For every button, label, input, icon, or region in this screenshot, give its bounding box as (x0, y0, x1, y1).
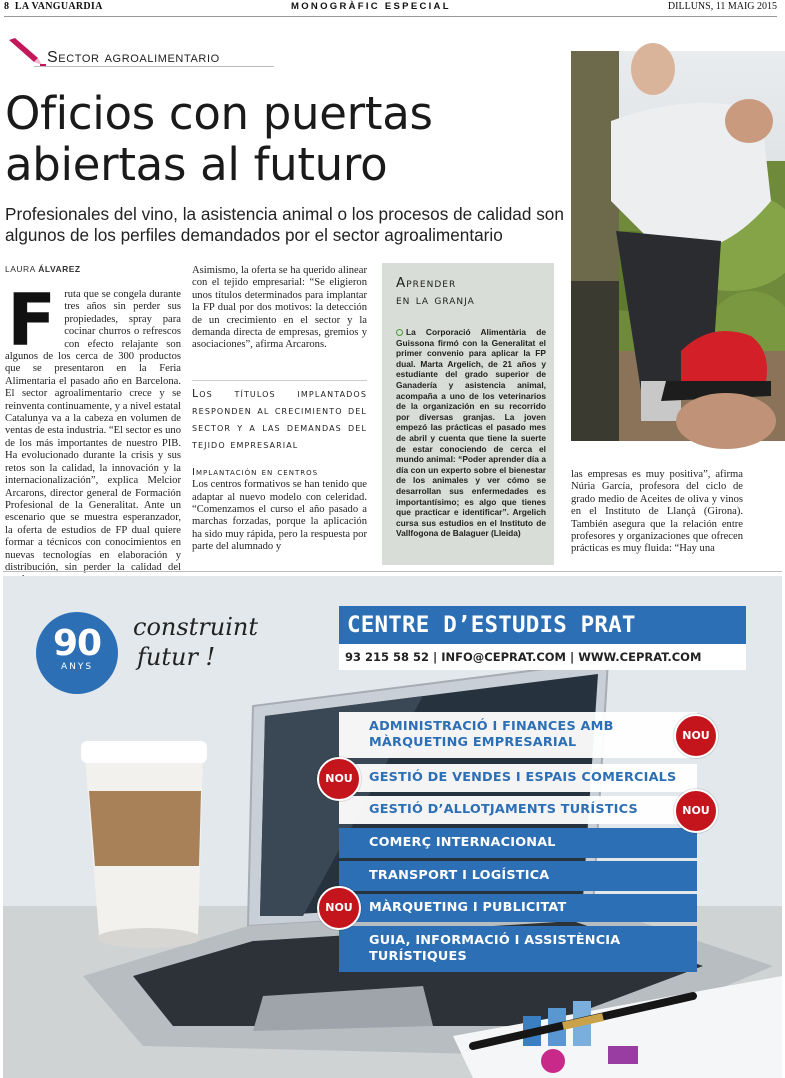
pencil-icon (6, 38, 46, 66)
ad-title[interactable]: CENTRE D’ESTUDIS PRAT (339, 606, 746, 644)
ad-slogan: construint futur ! (133, 613, 259, 671)
sidebar-box (382, 263, 554, 565)
sidebar-title: Aprender en la granja (396, 275, 475, 308)
page-number-and-paper: 8 LA VANGUARDIA (4, 1, 103, 12)
course-item-guia-turistica[interactable]: GUIA, INFORMACIÓ I ASSISTÈNCIA TURÍSTIQUES (339, 926, 697, 972)
pull-quote: Los títulos implantados responden al crecimiento del sector y a las demandas del tejido empresarial (192, 380, 367, 453)
section-label: MONOGRÀFIC ESPECIAL (291, 1, 451, 12)
article-column-1: F ruta que se congela durante tres años sin perder sus propiedades, spray para cocinar churros o refrescos con efecto relajante son algunos de los cerca de 300 productos que se presentaron en la Feria Alimentaria el pasado año en Barcelona. El sector agroalimentario crece y se reinventa continuamente, y a nivel estatal Catalunya va a la cabeza en volumen de ventas de esta industria. “El sector es uno de los más importantes de nuestro PIB. Ha evolucionado durante la crisis y sus retos son la calidad, la innovación y la internacionalización”, explica Melcior Arcarons, director general de Formación Profesional de la Generalitat. Ante un escenario que se muestra esperanzador, la oferta de estudios de FP dual quiere formar a técnicos con conocimientos en nuevas tecnologías en elaboración y distribución, sin perder la calidad del (5, 278, 181, 573)
new-badge: NOU (674, 714, 718, 758)
headline: Oficios con puertas abiertas al futuro (5, 87, 433, 191)
article-section: Sector agroalimentario (47, 49, 220, 66)
byline: LAURA ÁLVAREZ (5, 264, 81, 274)
article-column-3: las empresas es muy positiva”, afirma Núria García, profesora del ciclo de grado medio de Aceites de oliva y vinos en el Instituto de Llançà (Girona). También asegura que la relación entre profesores y organizaciones que ofrecen prácticas es muy fluida: “Hay una (571, 469, 743, 555)
ad-separator (3, 571, 782, 572)
article-column-2: Asimismo, la oferta se ha querido alinear con el tejido empresarial: “Se eligieron unos títulos determinados para implantar la FP dual por dos motivos: la detección de un crecimiento en el sector y la demanda directa de empresas, gremios y asociaciones”, afirma Arcarons. Los títulos implantados responden al crecimiento del sector y a las demandas del tejido empresarial Implantación en centros Los centros formativos se han tenido que adaptar al nuevo modelo con celeridad. “Comenzamos el curso el año pasado a marchas forzadas, porque la aplicación ha sido muy rápida, pero la respuesta por parte del alumnado y (192, 265, 367, 553)
sidebar-body: La Corporació Alimentària de Guissona firmó con la Generalitat el primer convenio para aplicar la FP dual. Marta Argelich, de 21 años y estudiante del grado superior de Ganadería y asistencia animal, acompaña a uno de los veterinarios de la organización en su recorrido por diversas granjas. La joven empezó las prácticas el pasado mes de abril y cuenta que tiene la suerte de estar conociendo de cerca el mundo animal: “Poder aprender día a día con un experto sobre el bienestar de los animales y ver cómo se desarrollan sus enfermedades es importantísimo; es algo que tienes que practicar e identificar”. Argelich cursa sus estudios en el Instituto de Vallfogona de Balaguer (Lleida) (396, 327, 546, 539)
section-rule (34, 66, 274, 67)
bullet-icon (396, 329, 403, 336)
course-item-gestio-vendes[interactable]: GESTIÓ DE VENDES I ESPAIS COMERCIALS (339, 764, 697, 792)
dropcap: F (7, 278, 57, 362)
course-item-comerc-internacional[interactable]: COMERÇ INTERNACIONAL (339, 828, 697, 858)
advertisement[interactable] (3, 576, 782, 1078)
new-badge: NOU (317, 886, 361, 930)
page-date: DILLUNS, 11 MAIG 2015 (667, 1, 777, 12)
article-photo (571, 51, 785, 441)
new-badge: NOU (317, 757, 361, 801)
subheadline: Profesionales del vino, la asistencia animal o los procesos de calidad son algunos de los perfiles demandados por el sector agroalimentario (5, 204, 564, 245)
course-item-marqueting[interactable]: MÀRQUETING I PUBLICITAT (339, 894, 697, 922)
course-item-transport[interactable]: TRANSPORT I LOGÍSTICA (339, 861, 697, 891)
ad-contact-info[interactable]: 93 215 58 52 | INFO@CEPRAT.COM | WWW.CEPRAT.COM (339, 644, 746, 670)
page-header (4, 0, 777, 17)
subtitle: Implantación en centros (192, 466, 319, 478)
course-item-administracio[interactable]: ADMINISTRACIÓ I FINANCES AMB MÀRQUETING EMPRESARIAL (339, 712, 697, 758)
new-badge: NOU (674, 789, 718, 833)
course-item-allotjaments[interactable]: GESTIÓ D’ALLOTJAMENTS TURÍSTICS (339, 796, 697, 824)
anniversary-badge: 90 ANYS (36, 612, 118, 694)
